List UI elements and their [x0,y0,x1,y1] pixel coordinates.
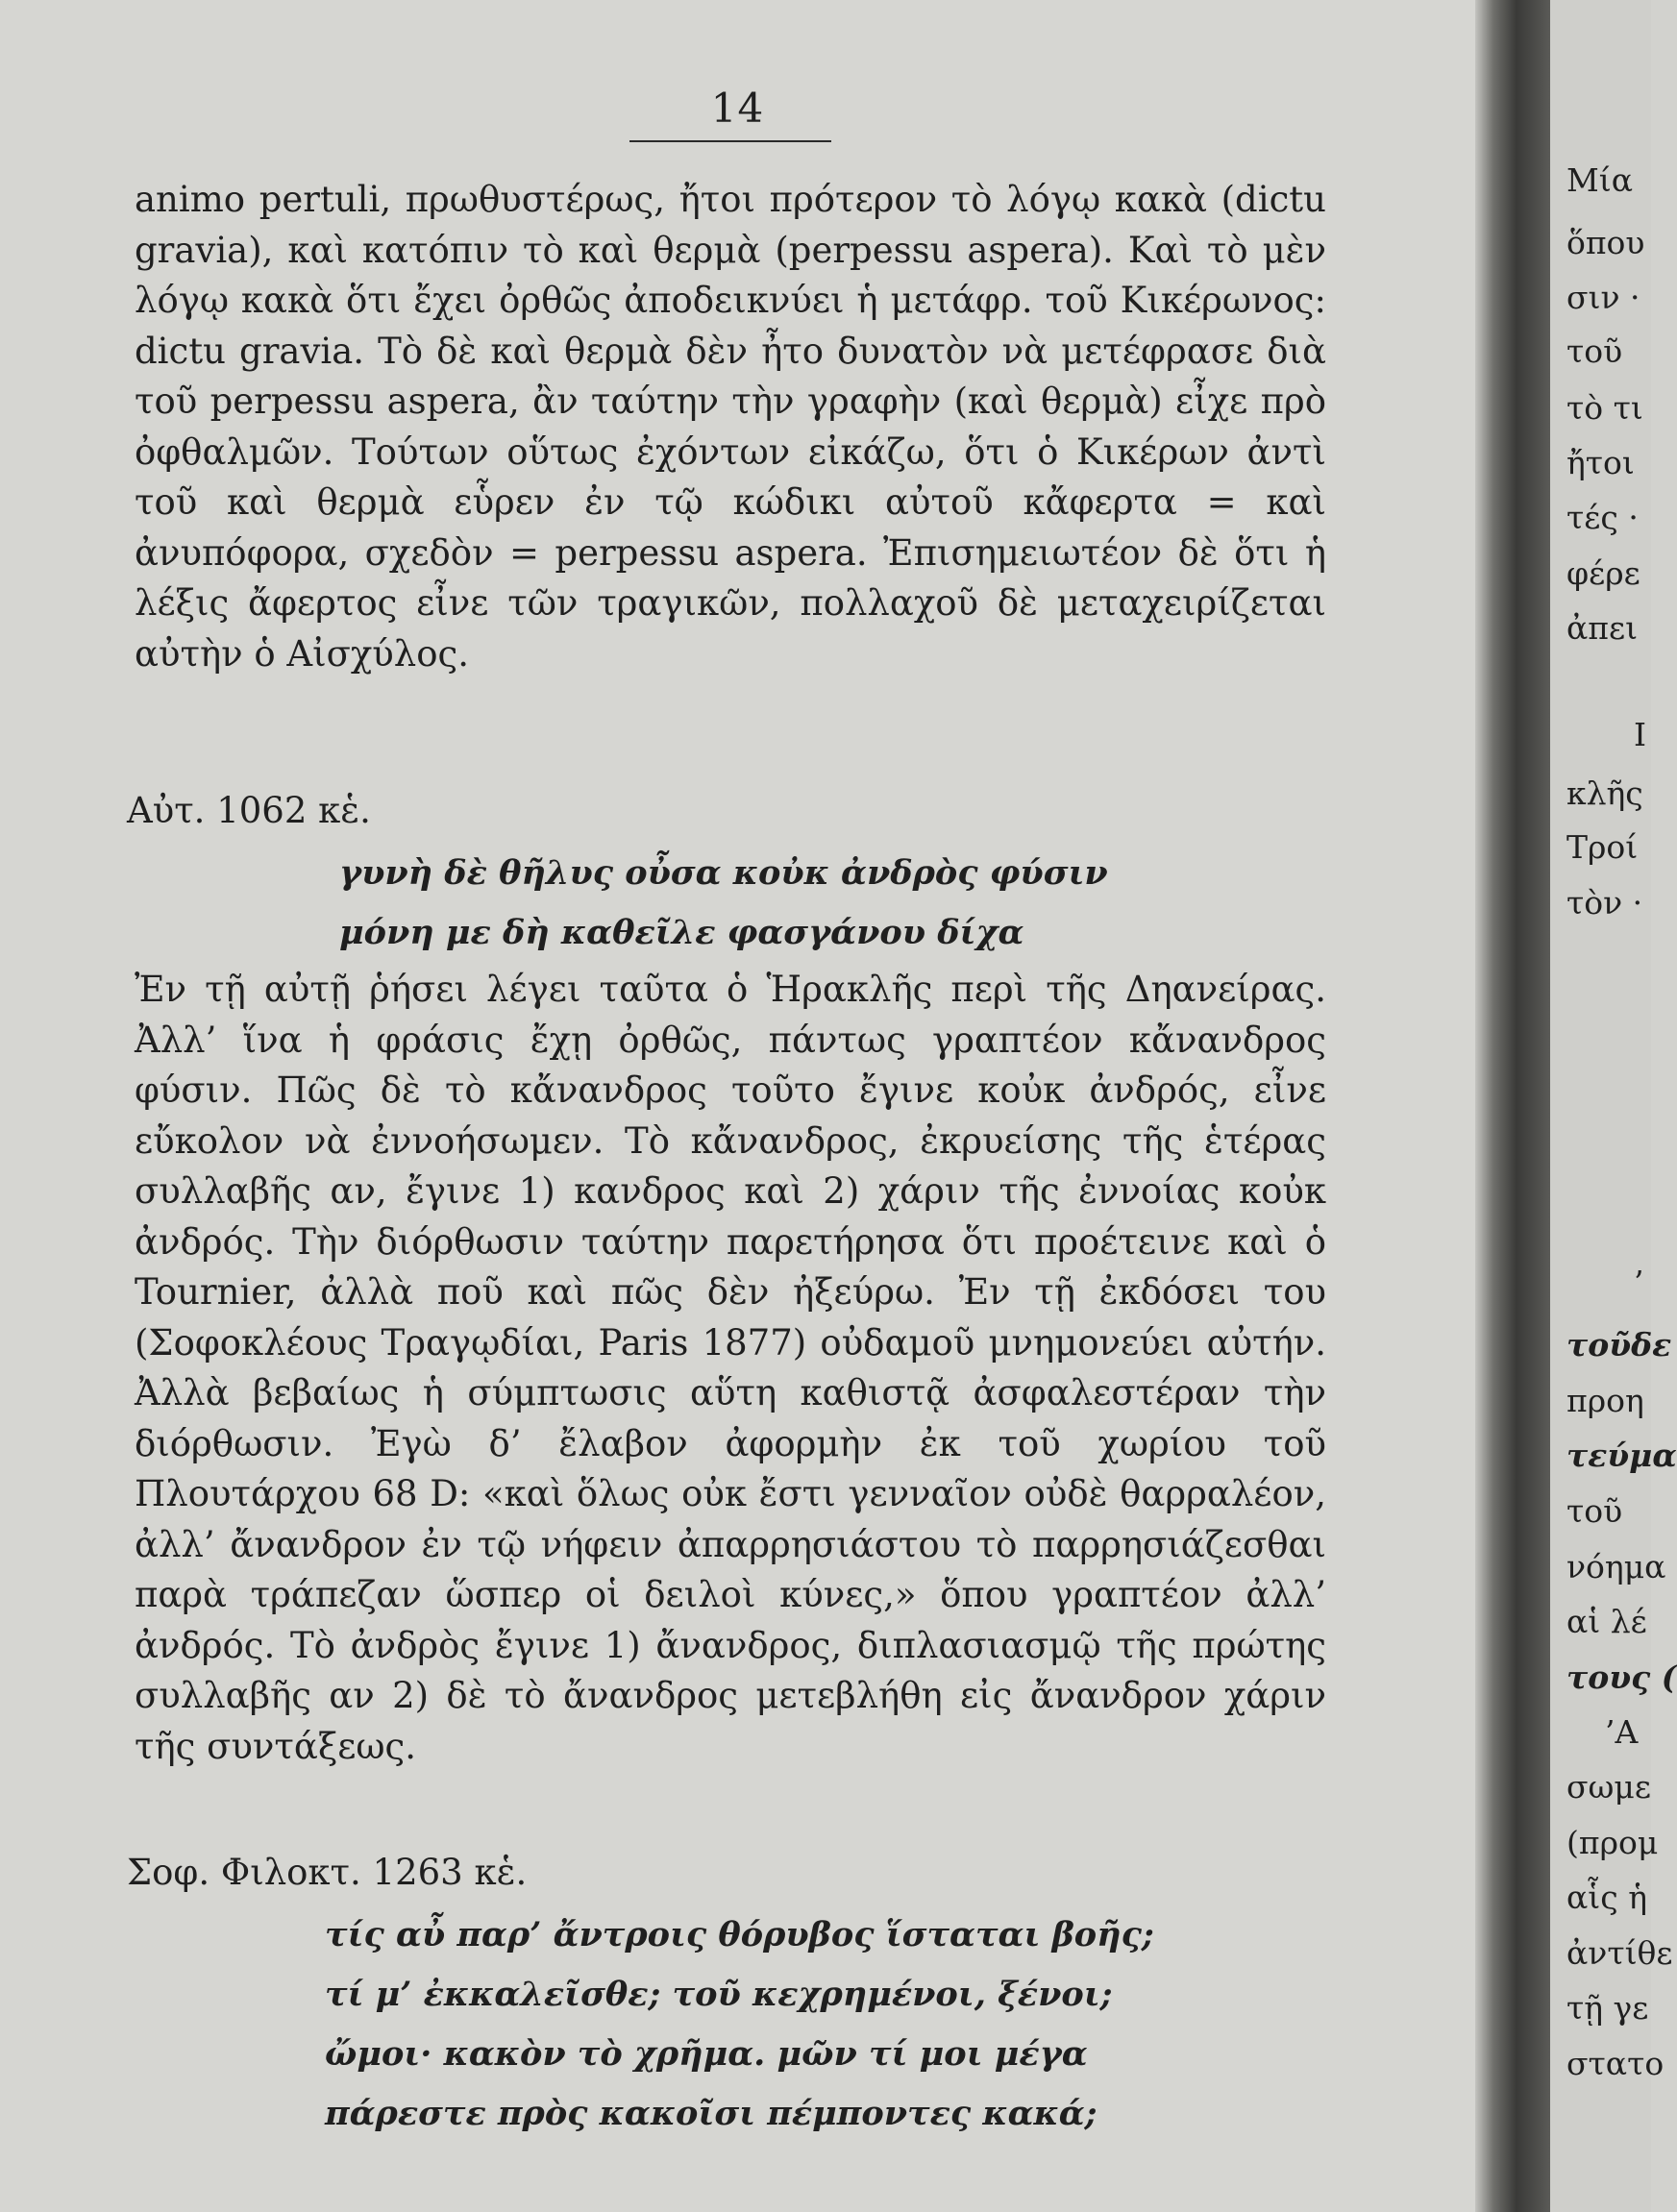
right-page-line: κλῆς [1566,774,1643,812]
right-page-line: ἀπει [1566,609,1639,647]
right-page-line: τεύμα [1566,1437,1677,1474]
right-page-line: Ι [1634,716,1647,753]
verse-line-2-1: τίς αὖ παρ’ ἄντροις θόρυβος ἵσταται βοῆς; [325,1915,1154,1954]
right-page-line: αἱ λέ [1566,1603,1647,1640]
right-page-line: Τροί [1566,828,1639,866]
right-page-line: τῇ γε [1566,1989,1649,2027]
right-page-line: τους ( [1566,1659,1677,1696]
right-page-line: τές · [1566,499,1639,536]
right-page-line: ὅπου [1566,224,1645,261]
right-page-line: προη [1566,1382,1644,1419]
right-page-line: τὸ τι [1566,389,1643,427]
right-page-line: σιν · [1566,279,1640,316]
right-page-line: τὸν · [1566,884,1643,922]
passage-reference-1: Αὐτ. 1062 κἑ. [127,790,371,831]
right-page-line: τοῦ [1566,332,1623,370]
right-page-line: τοῦ [1566,1492,1623,1530]
passage-reference-2: Σοφ. Φιλοκτ. 1263 κἑ. [127,1852,528,1893]
right-page-line: στατο [1566,2045,1665,2082]
verse-line-2-4: πάρεστε πρὸς κακοῖσι πέμποντες κακά; [325,2094,1097,2133]
verse-line-1-1: γυνὴ δὲ θῆλυς οὖσα κοὐκ ἀνδρὸς φύσιν [339,853,1108,893]
verse-line-1-2: μόνη με δὴ καθεῖλε φασγάνου δίχα [339,913,1024,952]
page-number: 14 [710,85,765,132]
right-page-line: ἀντίθε [1566,1934,1673,1972]
verse-line-2-3: ὤμοι· κακὸν τὸ χρῆμα. μῶν τί μοι μέγα [325,2034,1088,2074]
right-page-line: σωμε [1566,1768,1651,1806]
right-page-line: ’Α [1605,1713,1639,1751]
right-page-line: ’ [1634,1264,1644,1301]
right-page-line: Μία [1566,161,1634,199]
right-page-line: νόημα [1566,1548,1666,1585]
right-page-line: (προμ [1566,1824,1659,1861]
right-page-line: τοῦδε [1566,1326,1672,1364]
book-gutter [1475,0,1550,2212]
right-page-line: αἷς ἡ [1566,1879,1647,1916]
paragraph-2: Ἐν τῇ αὐτῇ ῥήσει λέγει ταῦτα ὁ Ἡρακλῆς περὶ τῆς Δηανείρας. Ἀλλ’ ἵνα ἡ φράσις ἔχῃ ὀρθῶς, πάντως γραπτέον κἄνανδρος φύσιν. Πῶς δὲ τὸ κἄνανδρος τοῦτο ἔγινε κοὐκ ἀνδρός, εἶνε εὔκολον νὰ ἐννοήσωμεν. Τὸ κἄνανδρος, ἐκρυείσης τῆς ἑτέρας συλλαβῆς αν, ἔγινε 1) κανδρος καὶ 2) χάριν τῆς ἐννοίας κοὐκ ἀνδρός. Τὴν διόρθωσιν ταύτην παρετήρησα ὅτι προέτεινε καὶ ὁ Tournier, ἀλλὰ ποῦ καὶ πῶς δὲν ἠξεύρω. Ἐν τῇ ἐκδόσει του (Σοφοκλέους Τραγῳδίαι, Paris 1877) οὐδαμοῦ μνημονεύει αὐτήν. Ἀλλὰ βεβαίως ἡ σύμπτωσις αὕτη καθιστᾷ ἀσφαλεστέραν τὴν διόρθωσιν. Ἐγὼ δ’ ἔλαβον ἀφορμὴν ἐκ τοῦ χωρίου τοῦ Πλουτάρχου 68 D: «καὶ ὅλως οὐκ ἔστι γενναῖον οὐδὲ θαρραλέον, ἀλλ’ ἄνανδρον ἐν τῷ νήφειν ἀπαρρησιάστου τὸ παρρησιάζεσθαι παρὰ τράπεζαν ὥσπερ οἱ δειλοὶ κύνες,» ὅπου γραπτέον ἀλλ’ ἀνδρός. Τὸ ἀνδρὸς ἔγινε 1) ἄνανδρος, διπλασιασμῷ τῆς πρώτης συλλαβῆς αν 2) δὲ τὸ ἄνανδρος μετεβλήθη εἰς ἄνανδρον χάριν τῆς συντάξεως. [135,969,1326,1767]
header-rule [629,140,831,142]
right-page-line: φέρε [1566,554,1640,592]
paragraph-1: animo pertuli, πρωθυστέρως, ἤτοι πρότερον τὸ λόγῳ κακὰ (dictu gravia), καὶ κατόπιν τὸ καὶ θερμὰ (perpessu aspera). Καὶ τὸ μὲν λόγῳ κακὰ ὅτι ἔχει ὀρθῶς ἀποδεικνύει ἡ μετάφρ. τοῦ Κικέρωνος: dictu gravia. Τὸ δὲ καὶ θερμὰ δὲν ἦτο δυνατὸν νὰ μετέφρασε διὰ τοῦ perpessu aspera, ἂν ταύτην τὴν γραφὴν (καὶ θερμὰ) εἶχε πρὸ ὀφθαλμῶν. Τούτων οὕτως ἐχόντων εἰκάζω, ὅτι ὁ Κικέρων ἀντὶ τοῦ καὶ θερμὰ εὗρεν ἐν τῷ κώδικι αὐτοῦ κἄφερτα = καὶ ἀνυπόφορα, σχεδὸν = perpessu aspera. Ἐπισημειωτέον δὲ ὅτι ἡ λέξις ἄφερτος εἶνε τῶν τραγικῶν, πολλαχοῦ δὲ μεταχειρίζεται αὐτὴν ὁ Αἰσχύλος. [135,179,1326,675]
right-page-line: ἤτοι [1566,444,1635,481]
verse-line-2-2: τί μ’ ἐκκαλεῖσθε; τοῦ κεχρημένοι, ξένοι; [325,1975,1113,2014]
